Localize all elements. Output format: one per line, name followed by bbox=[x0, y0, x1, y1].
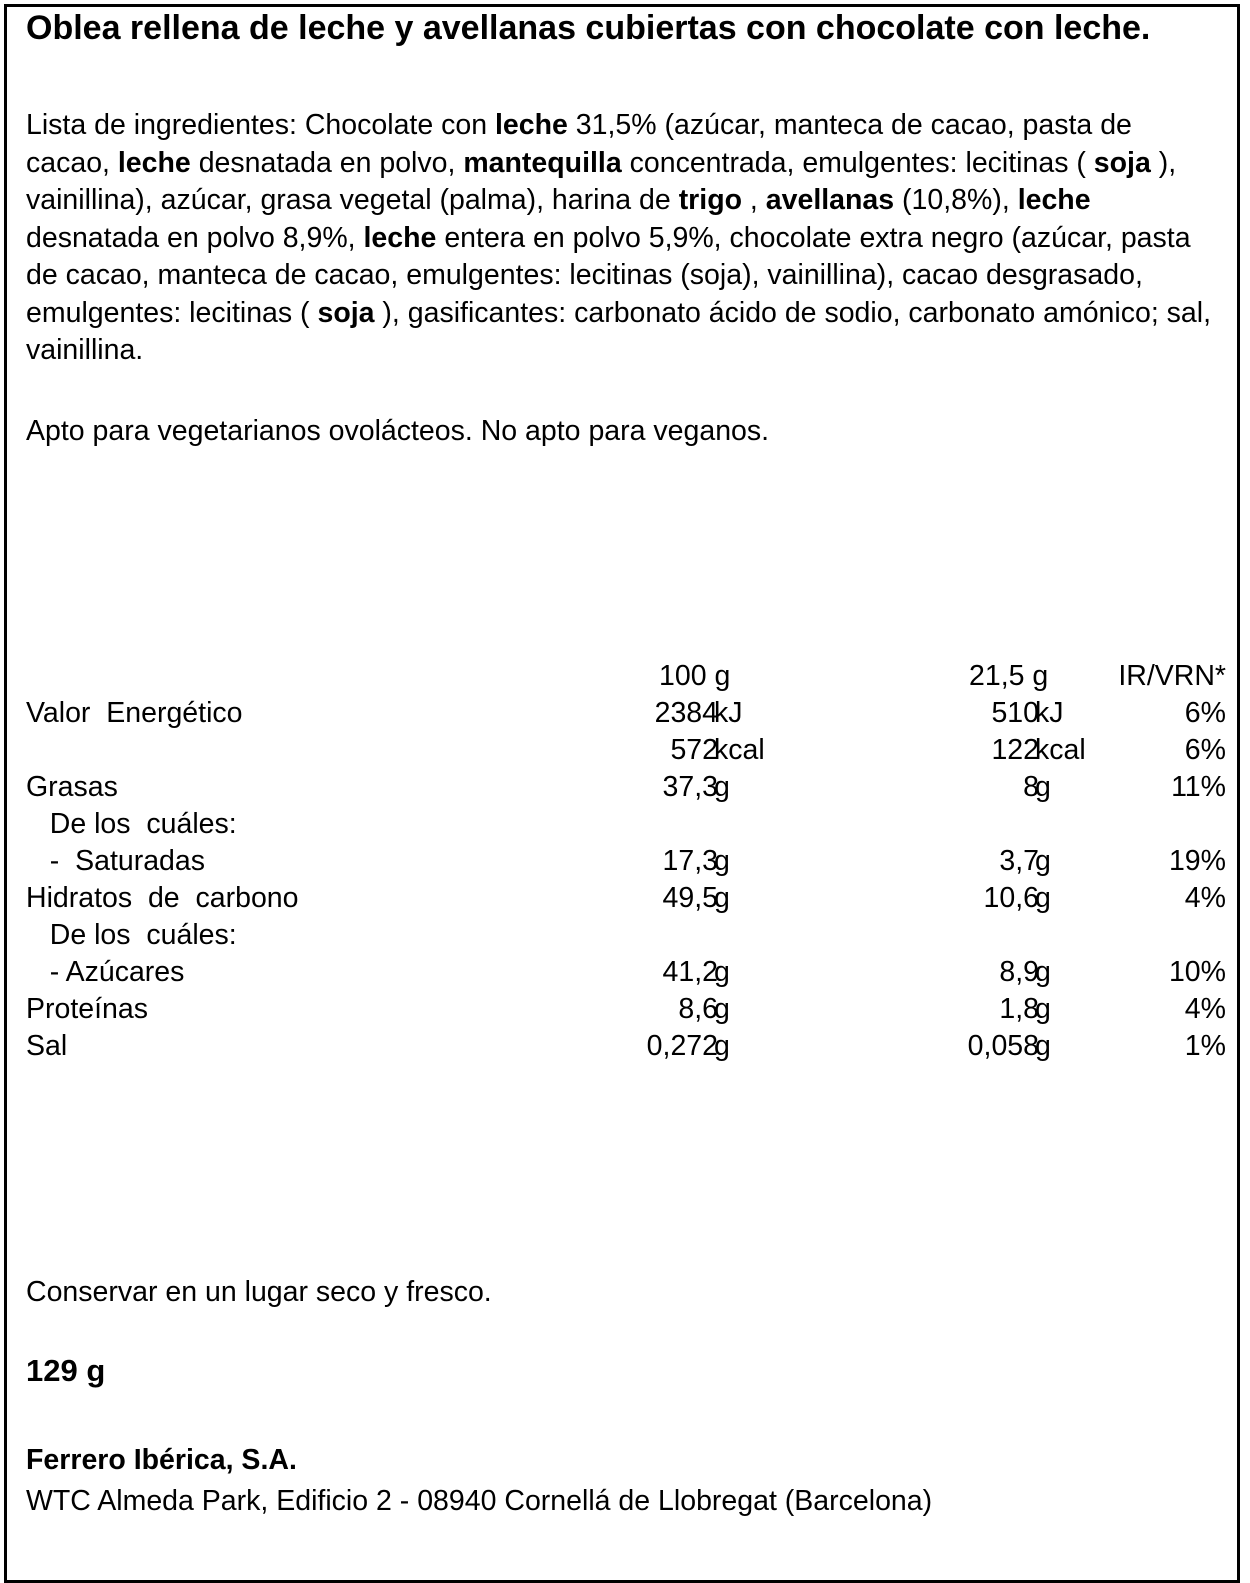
value-per-serving: 122 bbox=[991, 734, 1039, 766]
ingredient-text: ), gasificantes: carbonato ácido de sodio, carbonato amónico; sal, vainillina. bbox=[26, 296, 1212, 366]
nutrition-row bbox=[7, 843, 1237, 879]
company-address: WTC Almeda Park, Edificio 2 - 08940 Cornellá de Llobregat (Barcelona) bbox=[26, 1485, 933, 1517]
company-name: Ferrero Ibérica, S.A. bbox=[26, 1444, 297, 1476]
value-per-100g: 37,3 bbox=[662, 771, 718, 803]
ir-vrn-percent: 11% bbox=[1171, 771, 1226, 803]
value-per-100g: 17,3 bbox=[662, 845, 718, 877]
allergen-text: mantequilla bbox=[463, 146, 622, 179]
value-per-serving: 510 bbox=[991, 697, 1039, 729]
nutrition-row bbox=[7, 732, 1237, 768]
unit-per-100g: g bbox=[714, 771, 730, 803]
allergen-text: leche bbox=[1017, 184, 1091, 216]
allergen-text: leche bbox=[494, 109, 568, 141]
nutrient-label: - Azúcares bbox=[26, 956, 185, 988]
nutrition-row bbox=[7, 954, 1237, 990]
nutrition-row bbox=[7, 769, 1237, 805]
ingredient-text: concentrada, emulgentes: lecitinas ( bbox=[621, 146, 1094, 179]
ir-vrn-percent: 19% bbox=[1168, 845, 1226, 877]
ingredient-text: ), vainillina), azúcar, grasa vegetal (palma), harina de bbox=[26, 146, 1177, 216]
allergen-text: leche bbox=[363, 221, 437, 254]
nutrient-label: Proteínas bbox=[26, 993, 148, 1025]
unit-per-serving: g bbox=[1035, 882, 1051, 914]
nutrient-label: De los cuáles: bbox=[26, 919, 237, 951]
nutrient-label: De los cuáles: bbox=[26, 808, 237, 840]
ir-vrn-percent: 10% bbox=[1168, 956, 1226, 988]
unit-per-serving: kJ bbox=[1035, 697, 1064, 729]
nutrition-table bbox=[7, 658, 1237, 1062]
allergen-text: trigo bbox=[678, 184, 743, 216]
value-per-100g: 572 bbox=[670, 734, 718, 766]
ir-vrn-percent: 1% bbox=[1184, 1030, 1226, 1062]
unit-per-100g: kJ bbox=[714, 697, 743, 729]
ingredient-text: Lista de ingredientes: Chocolate con bbox=[26, 109, 495, 141]
header-per-100g: 100 g bbox=[659, 660, 731, 692]
value-per-100g: 8,6 bbox=[678, 993, 718, 1025]
allergen-text: soja bbox=[1093, 146, 1151, 179]
allergen-text: leche bbox=[117, 146, 191, 179]
ingredients-list bbox=[26, 107, 1221, 370]
unit-per-serving: g bbox=[1035, 993, 1051, 1025]
nutrient-label: Sal bbox=[26, 1030, 68, 1062]
product-title: Oblea rellena de leche y avellanas cubiertas con chocolate con leche. bbox=[26, 9, 1151, 47]
nutrition-row bbox=[7, 1028, 1237, 1064]
nutrient-label: Hidratos de carbono bbox=[26, 882, 299, 914]
ingredient-text: entera en polvo 5,9%, chocolate extra negro (azúcar, pasta de cacao, manteca de cacao, emulgentes: lecitinas (soja), vainillina), cacao desgrasado, emulgentes: lecitinas ( bbox=[26, 221, 1191, 329]
header-per-serving: 21,5 g bbox=[969, 660, 1049, 692]
diet-note: Apto para vegetarianos ovolácteos. No apto para veganos. bbox=[26, 415, 770, 447]
value-per-serving: 8,9 bbox=[999, 956, 1039, 988]
unit-per-100g: kcal bbox=[714, 734, 765, 766]
ingredient-text: , bbox=[742, 184, 766, 216]
value-per-serving: 3,7 bbox=[999, 845, 1039, 877]
unit-per-serving: g bbox=[1035, 1030, 1051, 1062]
allergen-text: soja bbox=[317, 296, 375, 329]
unit-per-100g: g bbox=[714, 993, 730, 1025]
ir-vrn-percent: 4% bbox=[1184, 993, 1226, 1025]
nutrition-row bbox=[7, 695, 1237, 731]
ir-vrn-percent: 6% bbox=[1184, 697, 1226, 729]
nutrition-header-row bbox=[7, 658, 1237, 694]
header-ir-vrn: IR/VRN* bbox=[1118, 660, 1226, 692]
ingredient-text: desnatada en polvo, bbox=[190, 146, 464, 179]
value-per-100g: 49,5 bbox=[662, 882, 718, 914]
nutrition-row bbox=[7, 880, 1237, 916]
nutrition-row bbox=[7, 991, 1237, 1027]
nutrient-label: Valor Energético bbox=[26, 697, 243, 729]
unit-per-100g: g bbox=[714, 882, 730, 914]
value-per-100g: 2384 bbox=[654, 697, 718, 729]
unit-per-serving: g bbox=[1035, 845, 1051, 877]
value-per-serving: 8 bbox=[1023, 771, 1039, 803]
ir-vrn-percent: 6% bbox=[1184, 734, 1226, 766]
nutrition-row bbox=[7, 806, 1237, 842]
value-per-100g: 41,2 bbox=[662, 956, 718, 988]
unit-per-100g: g bbox=[714, 845, 730, 877]
ingredient-text: (10,8%), bbox=[894, 184, 1018, 216]
unit-per-100g: g bbox=[714, 956, 730, 988]
unit-per-serving: g bbox=[1035, 771, 1051, 803]
unit-per-serving: kcal bbox=[1035, 734, 1086, 766]
value-per-serving: 10,6 bbox=[983, 882, 1039, 914]
storage-instructions: Conservar en un lugar seco y fresco. bbox=[26, 1276, 492, 1308]
ingredient-text: desnatada en polvo 8,9%, bbox=[26, 221, 364, 254]
unit-per-serving: g bbox=[1035, 956, 1051, 988]
value-per-serving: 0,058 bbox=[967, 1030, 1039, 1062]
unit-per-100g: g bbox=[714, 1030, 730, 1062]
net-weight: 129 g bbox=[26, 1353, 106, 1388]
nutrition-row bbox=[7, 917, 1237, 953]
value-per-serving: 1,8 bbox=[999, 993, 1039, 1025]
label-page bbox=[4, 4, 1240, 1583]
nutrient-label: Grasas bbox=[26, 771, 118, 803]
ir-vrn-percent: 4% bbox=[1184, 882, 1226, 914]
value-per-100g: 0,272 bbox=[646, 1030, 718, 1062]
ingredient-text: 31,5% (azúcar, manteca de cacao, pasta de cacao, bbox=[26, 109, 1132, 179]
nutrient-label: - Saturadas bbox=[26, 845, 206, 877]
allergen-text: avellanas bbox=[765, 184, 895, 216]
